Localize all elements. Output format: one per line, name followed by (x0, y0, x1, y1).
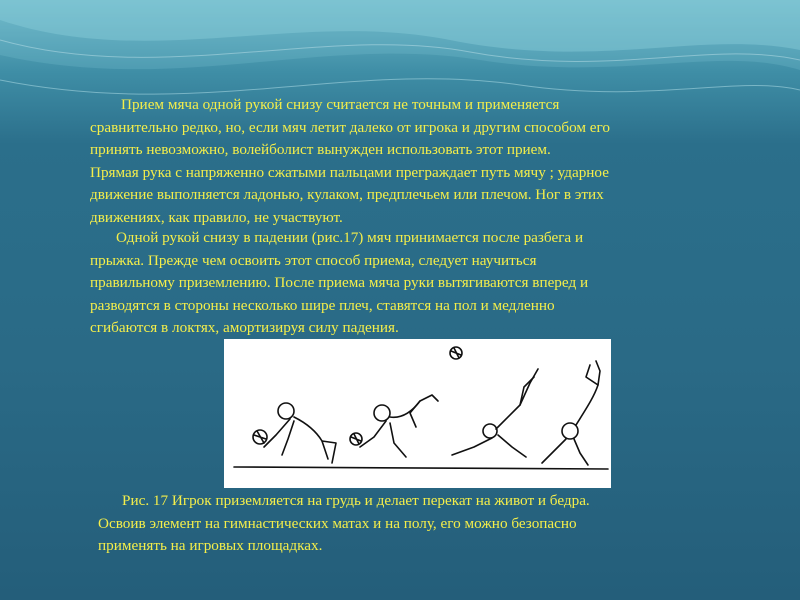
caption-line: Рис. 17 Игрок приземляется на грудь и делает перекат на живот и бедра. (122, 492, 590, 509)
text-paragraph-2 (90, 227, 720, 340)
figure-image (224, 339, 611, 488)
text-line: правильному приземлению. После приема мяча руки вытягиваются вперед и (90, 274, 589, 291)
caption-line: применять на игровых площадках. (98, 537, 323, 554)
text-line: сгибаются в локтях, амортизируя силу падения. (90, 319, 399, 336)
text-line: движение выполняется ладонью, кулаком, предплечьем или плечом. Ног в этих (90, 186, 604, 203)
text-line: Прием мяча одной рукой снизу считается не точным и применяется (121, 96, 560, 113)
caption-line: Освоив элемент на гимнастических матах и на полу, его можно безопасно (98, 514, 577, 532)
text-line: Прямая рука с напряженно сжатыми пальцами преграждает путь мячу ; ударное (90, 163, 609, 181)
text-line: движениях, как правило, не участвуют. (90, 208, 343, 226)
figure-caption (98, 490, 718, 558)
text-line: прыжка. Прежде чем освоить этот способ приема, следует научиться (90, 251, 537, 269)
text-line: принять невозможно, волейболист вынужден использовать этот прием. (90, 141, 551, 158)
text-line: Одной рукой снизу в падении (рис.17) мяч принимается после разбега и (116, 229, 584, 246)
volleyball-player-sequence-drawing-icon (224, 339, 611, 488)
text-paragraph-1 (90, 94, 720, 229)
text-line: сравнительно редко, но, если мяч летит далеко от игрока и другим способом его (90, 118, 610, 136)
text-line: разводятся в стороны несколько шире плеч, ставятся на пол и медленно (90, 296, 555, 314)
